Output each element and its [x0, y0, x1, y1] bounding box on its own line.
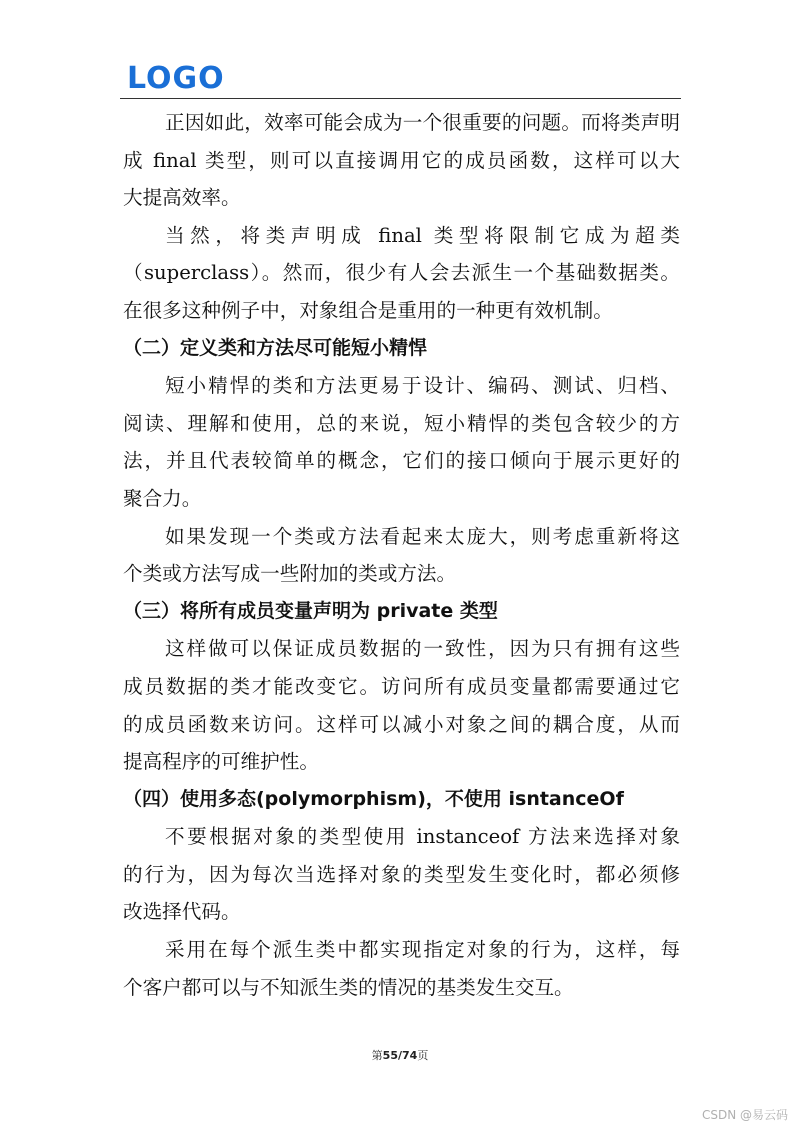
section-heading: （四）使用多态(polymorphism)，不使用 isntanceOf — [123, 787, 624, 810]
paragraph-line: （superclass）。然而，很少有人会去派生一个基础数据类。 — [123, 261, 680, 285]
paragraph-line: 法，并且代表较简单的概念，它们的接口倾向于展示更好的 — [123, 449, 680, 473]
section-heading: （三）将所有成员变量声明为 private 类型 — [123, 599, 498, 622]
page-current: 55 — [382, 1049, 398, 1062]
page-total: 74 — [402, 1049, 418, 1062]
paragraph-line: 的成员函数来访问。这样可以减小对象之间的耦合度，从而 — [123, 712, 680, 736]
paragraph-line: 大提高效率。 — [123, 186, 241, 210]
paragraph-line: 这样做可以保证成员数据的一致性，因为只有拥有这些 — [165, 637, 680, 661]
document-body — [123, 104, 680, 1006]
header-divider — [120, 98, 681, 99]
paragraph-line: 改选择代码。 — [123, 900, 241, 924]
page-prefix: 第 — [371, 1049, 383, 1062]
page-separator: / — [397, 1049, 403, 1062]
paragraph-line: 不要根据对象的类型使用 instanceof 方法来选择对象 — [165, 825, 680, 849]
paragraph-line: 采用在每个派生类中都实现指定对象的行为，这样，每 — [165, 938, 680, 962]
watermark: CSDN @易云码 — [701, 1108, 788, 1122]
paragraph-line: 如果发现一个类或方法看起来太庞大，则考虑重新将这 — [165, 524, 680, 548]
logo: LOGO — [127, 61, 225, 96]
paragraph-line: 短小精悍的类和方法更易于设计、编码、测试、归档、 — [165, 374, 680, 398]
paragraph-line: 个类或方法写成一些附加的类或方法。 — [123, 562, 457, 586]
paragraph-line: 个客户都可以与不知派生类的情况的基类发生交互。 — [123, 975, 574, 999]
paragraph-line: 阅读、理解和使用，总的来说，短小精悍的类包含较少的方 — [123, 411, 680, 435]
paragraph-line: 提高程序的可维护性。 — [123, 750, 319, 774]
page-number — [0, 1047, 800, 1063]
paragraph-line: 在很多这种例子中，对象组合是重用的一种更有效机制。 — [123, 298, 613, 322]
page-suffix: 页 — [417, 1049, 429, 1062]
paragraph-line: 成员数据的类才能改变它。访问所有成员变量都需要通过它 — [123, 674, 680, 698]
section-heading: （二）定义类和方法尽可能短小精悍 — [123, 336, 428, 359]
paragraph-line: 正因如此，效率可能会成为一个很重要的问题。而将类声明 — [165, 111, 680, 134]
paragraph-line: 聚合力。 — [123, 486, 202, 510]
paragraph-line: 成 final 类型，则可以直接调用它的成员函数，这样可以大 — [123, 148, 680, 172]
paragraph-line: 的行为，因为每次当选择对象的类型发生变化时，都必须修 — [123, 862, 680, 886]
paragraph-line: 当然，将类声明成 final 类型将限制它成为超类 — [165, 223, 680, 247]
